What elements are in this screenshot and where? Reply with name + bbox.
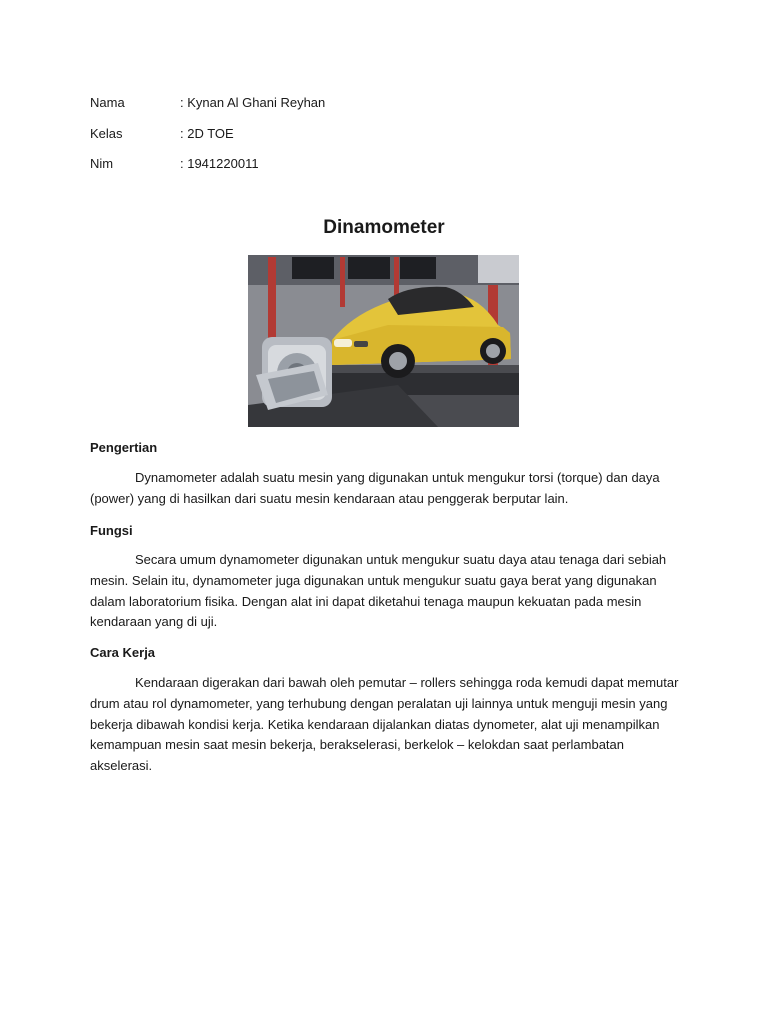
info-label-kelas: Kelas	[90, 126, 123, 141]
document-title: Dinamometer	[323, 217, 445, 238]
info-label-nim: Nim	[90, 156, 114, 171]
section-heading-pengertian: Pengertian	[90, 440, 158, 455]
section-text-pengertian: Dynamometer adalah suatu mesin yang digunakan untuk mengukur torsi (torque) dan daya (power) yang di hasilkan dari suatu mesin kendaraan atau penggerak berputar lain.	[90, 470, 660, 506]
info-value-nama: : Kynan Al Ghani Reyhan	[180, 95, 326, 110]
info-value-nim: : 1941220011	[180, 156, 259, 171]
section-text-cara-kerja: Kendaraan digerakan dari bawah oleh pemutar – rollers sehingga roda kemudi dapat memutar drum atau rol dynamometer, yang terhubung dengan peralatan uji lainnya untuk menguji mesin yang bekerja dibawah kondisi kerja. Ketika kendaraan dijalankan diatas dynometer, alat uji menampilkan kemampuan mesin saat mesin bekerja, berakselerasi, berkelok – kelokdan saat perlambatan akselerasi.	[90, 675, 679, 774]
section-heading-cara-kerja: Cara Kerja	[90, 645, 156, 660]
info-value-kelas: : 2D TOE	[180, 126, 234, 141]
dynamometer-photo	[248, 255, 519, 427]
section-heading-fungsi: Fungsi	[90, 523, 133, 538]
section-text-fungsi: Secara umum dynamometer digunakan untuk mengukur suatu daya atau tenaga dari sebiah mesin. Selain itu, dynamometer juga digunakan untuk mengukur suatu gaya berat yang digunakan dalam laboratorium fisika. Dengan alat ini dapat diketahui tenaga maupun kekuatan pada mesin kendaraan yang di uji.	[90, 552, 667, 630]
info-label-nama: Nama	[90, 95, 125, 110]
